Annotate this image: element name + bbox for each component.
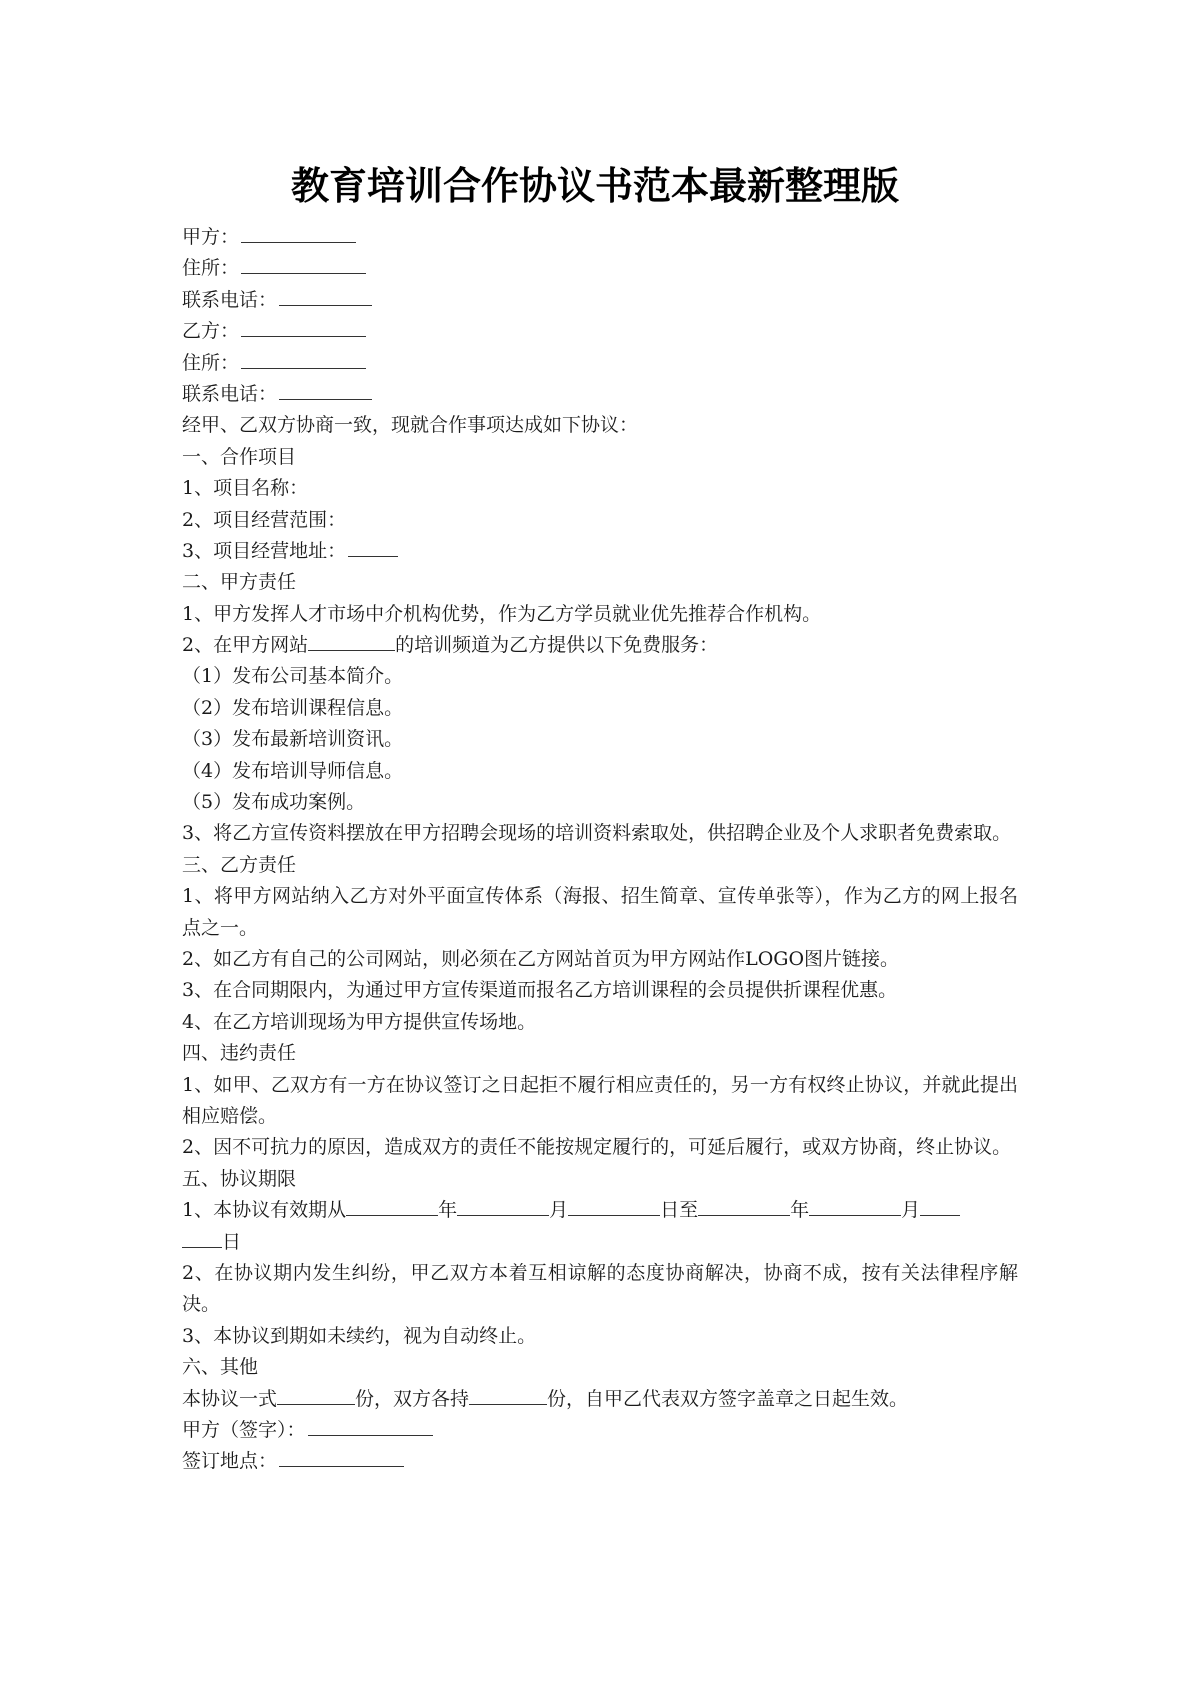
clause: 2、如乙方有自己的公司网站，则必须在乙方网站首页为甲方网站作LOGO图片链接。 — [182, 948, 900, 971]
start-month-blank[interactable] — [457, 1195, 549, 1216]
start-day-blank[interactable] — [568, 1195, 660, 1216]
start-year-blank[interactable] — [346, 1195, 438, 1216]
clause: 3、本协议到期如未续约，视为自动终止。 — [182, 1324, 537, 1347]
party-a-name-line — [182, 222, 1018, 253]
party-a-signature-line — [182, 1415, 1018, 1446]
total-copies-blank[interactable] — [277, 1384, 355, 1405]
party-a-name-label: 甲方： — [182, 226, 240, 248]
party-b-phone-label: 联系电话： — [182, 382, 278, 405]
day-label: 日 — [222, 1230, 242, 1253]
month-label: 月 — [901, 1199, 921, 1222]
day-to-label: 日至 — [660, 1199, 699, 1222]
party-b-name-line — [182, 316, 1018, 347]
party-a-phone-line — [182, 285, 1018, 316]
copies-clause — [182, 1384, 1018, 1415]
clause-text: 份，双方各持 — [355, 1387, 470, 1410]
party-b-phone-line — [182, 379, 1018, 410]
clause-text: 本协议一式 — [182, 1387, 278, 1410]
month-label: 月 — [549, 1199, 569, 1222]
section-heading: 三、乙方责任 — [182, 853, 297, 876]
party-b-address-blank[interactable] — [241, 348, 366, 369]
sub-clause: （1）发布公司基本简介。 — [182, 665, 404, 688]
term-clause-line-1 — [182, 1195, 1018, 1226]
party-a-signature-label: 甲方（签字）： — [182, 1418, 306, 1441]
signing-place-line — [182, 1446, 1018, 1477]
party-a-name-blank[interactable] — [241, 222, 356, 243]
clause — [182, 630, 1018, 661]
document-body — [182, 222, 1018, 1478]
party-b-address-label: 住所： — [182, 351, 240, 374]
clause-text: 份，自甲乙代表双方签字盖章之日起生效。 — [547, 1387, 909, 1410]
end-month-blank[interactable] — [809, 1195, 901, 1216]
document-title: 教育培训合作协议书范本最新整理版 — [290, 164, 899, 208]
sub-clause: （2）发布培训课程信息。 — [182, 696, 404, 719]
sub-clause: （3）发布最新培训资讯。 — [182, 728, 404, 751]
section-heading: 六、其他 — [182, 1356, 259, 1379]
sub-clause: （4）发布培训导师信息。 — [182, 759, 404, 782]
year-label: 年 — [790, 1199, 810, 1222]
clause-text: 2、在甲方网站 — [182, 634, 309, 657]
intro-text: 经甲、乙双方协商一致，现就合作事项达成如下协议： — [182, 414, 639, 437]
clause: 3、在合同期限内，为通过甲方宣传渠道而报名乙方培训课程的会员提供折课程优惠。 — [182, 979, 898, 1002]
clause: 2、在协议期内发生纠纷，甲乙双方本着互相谅解的态度协商解决，协商不成，按有关法律程序解决。 — [182, 1261, 1018, 1316]
clause: 2、因不可抗力的原因，造成双方的责任不能按规定履行的，可延后履行，或双方协商，终止协议。 — [182, 1136, 1012, 1159]
clause — [182, 536, 1018, 567]
each-copies-blank[interactable] — [469, 1384, 547, 1405]
clause: 1、将甲方网站纳入乙方对外平面宣传体系（海报、招生简章、宣传单张等），作为乙方的网上报名点之一。 — [182, 885, 1018, 939]
party-b-name-label: 乙方： — [182, 320, 240, 343]
party-a-address-line — [182, 253, 1018, 284]
clause-text: 3、项目经营地址： — [182, 539, 347, 562]
sub-clause: （5）发布成功案例。 — [182, 791, 366, 814]
party-a-phone-label: 联系电话： — [182, 288, 278, 311]
section-heading: 四、违约责任 — [182, 1042, 297, 1065]
clause: 1、甲方发挥人才市场中介机构优势，作为乙方学员就业优先推荐合作机构。 — [182, 602, 822, 625]
website-blank[interactable] — [308, 630, 395, 651]
clause: 4、在乙方培训现场为甲方提供宣传场地。 — [182, 1010, 537, 1033]
project-address-blank[interactable] — [348, 536, 398, 557]
clause: 1、如甲、乙双方有一方在协议签订之日起拒不履行相应责任的，另一方有权终止协议，并就此提出相应赔偿。 — [182, 1073, 1018, 1127]
end-day-blank-part1[interactable] — [920, 1195, 960, 1216]
party-b-address-line — [182, 348, 1018, 379]
signing-place-label: 签订地点： — [182, 1450, 278, 1473]
party-a-address-label: 住所： — [182, 257, 240, 280]
section-heading: 二、甲方责任 — [182, 571, 297, 594]
party-b-phone-blank[interactable] — [279, 379, 372, 400]
signing-place-blank[interactable] — [279, 1446, 404, 1467]
clause: 2、项目经营范围： — [182, 508, 347, 531]
party-a-address-blank[interactable] — [241, 253, 366, 274]
clause-text: 1、本协议有效期从 — [182, 1199, 347, 1222]
end-day-blank-part2[interactable] — [182, 1227, 222, 1248]
party-b-name-blank[interactable] — [241, 316, 366, 337]
section-heading: 五、协议期限 — [182, 1167, 297, 1190]
clause: 3、将乙方宣传资料摆放在甲方招聘会现场的培训资料索取处，供招聘企业及个人求职者免费索取。 — [182, 822, 1012, 845]
clause: 1、项目名称： — [182, 477, 309, 500]
section-heading: 一、合作项目 — [182, 445, 297, 468]
party-a-phone-blank[interactable] — [279, 285, 372, 306]
clause-text: 的培训频道为乙方提供以下免费服务： — [395, 634, 719, 657]
end-year-blank[interactable] — [698, 1195, 790, 1216]
term-clause-line-2 — [182, 1227, 1018, 1258]
party-a-signature-blank[interactable] — [308, 1415, 433, 1436]
year-label: 年 — [438, 1199, 458, 1222]
